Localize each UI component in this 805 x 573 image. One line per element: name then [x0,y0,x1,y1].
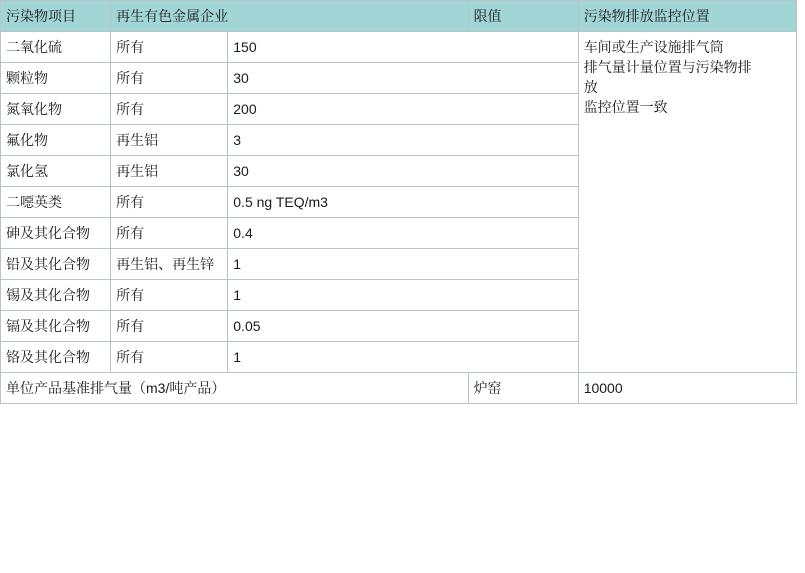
cell-enterprise: 所有 [111,63,228,94]
cell-limit: 1 [228,342,578,373]
header-enterprise [111,1,468,32]
cell-limit: 1 [228,249,578,280]
cell-limit: 200 [228,94,578,125]
cell-enterprise: 所有 [111,187,228,218]
monitor-line-3: 放 [583,79,598,95]
cell-enterprise: 再生铝、再生锌 [111,249,228,280]
cell-limit: 3 [228,125,578,156]
header-pollutant-item: 污染物项目 [1,1,111,32]
header-limit: 限值 [468,1,578,32]
cell-item: 铬及其化合物 [1,342,111,373]
header-monitor-position: 污染物排放监控位置 [578,1,796,32]
cell-enterprise: 所有 [111,342,228,373]
cell-enterprise: 所有 [111,311,228,342]
cell-monitor-position [578,32,796,373]
cell-item: 镉及其化合物 [1,311,111,342]
cell-item: 氮氧化物 [1,94,111,125]
cell-limit: 30 [228,63,578,94]
table-footer-row [1,373,797,404]
cell-item: 颗粒物 [1,63,111,94]
cell-enterprise: 所有 [111,280,228,311]
footer-label: 单位产品基准排气量（m3/吨产品） [1,373,469,404]
cell-enterprise: 所有 [111,218,228,249]
cell-item: 氯化氢 [1,156,111,187]
monitor-line-2: 排气量计量位置与污染物排 [583,59,752,75]
cell-limit: 30 [228,156,578,187]
cell-limit: 0.5 ng TEQ/m3 [228,187,578,218]
cell-limit: 150 [228,32,578,63]
cell-item: 锡及其化合物 [1,280,111,311]
table-row [1,32,797,63]
table-header-row [1,1,797,32]
cell-item: 二氧化硫 [1,32,111,63]
cell-limit: 0.4 [228,218,578,249]
cell-limit: 0.05 [228,311,578,342]
cell-item: 二噁英类 [1,187,111,218]
footer-furnace [468,373,578,404]
header-enterprise-label: 再生有色金属企业 [116,8,229,24]
cell-enterprise: 再生铝 [111,156,228,187]
cell-item: 氟化物 [1,125,111,156]
cell-limit: 1 [228,280,578,311]
footer-furnace-label: 炉窑 [473,380,502,396]
cell-item: 砷及其化合物 [1,218,111,249]
monitor-line-4: 监控位置一致 [583,99,668,115]
footer-value: 10000 [578,373,796,404]
cell-enterprise: 所有 [111,94,228,125]
monitor-line-1: 车间或生产设施排气筒 [583,39,724,55]
cell-enterprise: 所有 [111,32,228,63]
cell-enterprise: 再生铝 [111,125,228,156]
cell-item: 铅及其化合物 [1,249,111,280]
